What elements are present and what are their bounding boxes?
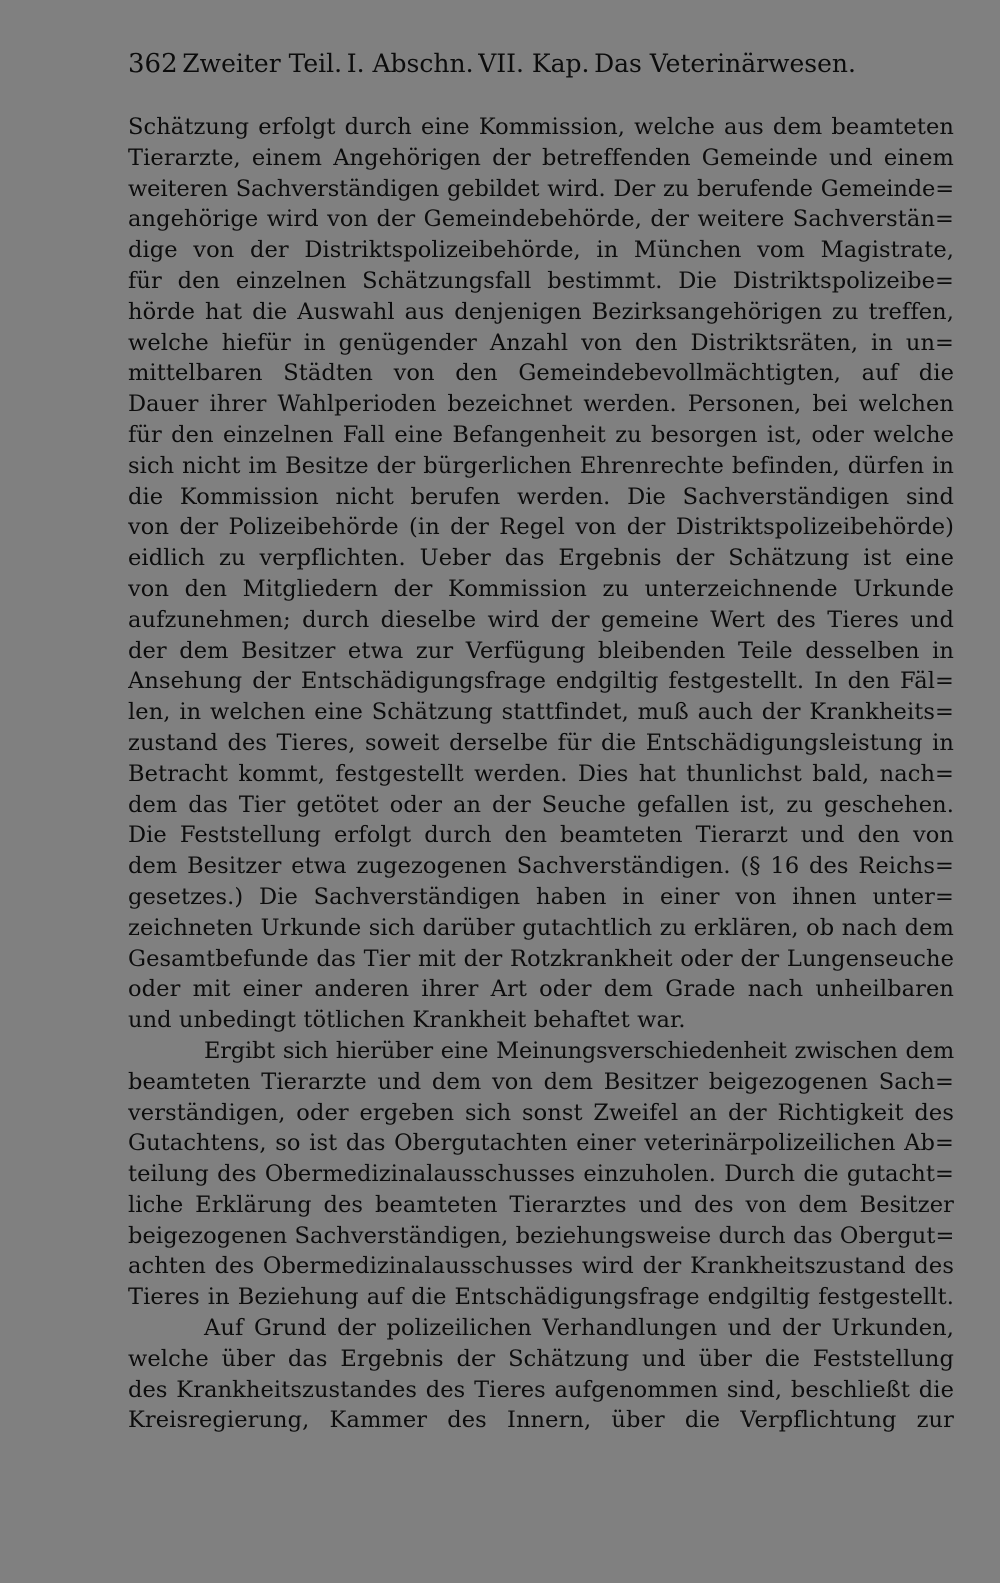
text-line: zustand des Tieres, soweit derselbe für die Entschädigungsleistung in xyxy=(128,729,954,756)
running-head xyxy=(128,44,856,84)
text-line: achten des Obermedizinalausschusses wird der Krankheitszustand des xyxy=(128,1253,954,1280)
header-section: I. Abschn. xyxy=(346,49,474,78)
text-line: mittelbaren Städten von den Gemeindebevollmächtigten, auf die xyxy=(128,360,954,387)
text-line: Auf Grund der polizeilichen Verhandlungen und der Urkunden, xyxy=(204,1315,954,1342)
text-line: Kreisregierung, Kammer des Innern, über die Verpflichtung zur xyxy=(128,1407,954,1434)
text-line: Ansehung der Entschädigungsfrage endgiltig festgestellt. In den Fäl= xyxy=(128,668,954,695)
text-line: aufzunehmen; durch dieselbe wird der gemeine Wert des Tieres und xyxy=(128,606,954,633)
text-line: Betracht kommt, festgestellt werden. Dies hat thunlichst bald, nach= xyxy=(128,760,954,787)
text-line: und unbedingt tötlichen Krankheit behaftet war. xyxy=(128,1007,686,1034)
text-line: angehörige wird von der Gemeindebehörde, der weitere Sachverstän= xyxy=(128,206,954,233)
text-line: welche hiefür in genügender Anzahl von den Distriktsräten, in un= xyxy=(128,329,954,356)
text-line: Dauer ihrer Wahlperioden bezeichnet werden. Personen, bei welchen xyxy=(128,391,954,418)
text-line: weiteren Sachverständigen gebildet wird. Der zu berufende Gemeinde= xyxy=(128,175,954,202)
text-line: liche Erklärung des beamteten Tierarztes und des von dem Besitzer xyxy=(128,1191,954,1218)
text-line: beigezogenen Sachverständigen, beziehungsweise durch das Obergut= xyxy=(128,1222,954,1249)
text-line: oder mit einer anderen ihrer Art oder dem Grade nach unheilbaren xyxy=(128,976,954,1003)
text-line: dem das Tier getötet oder an der Seuche gefallen ist, zu geschehen. xyxy=(128,791,954,818)
header-chapter: VII. Kap. xyxy=(478,49,590,78)
text-line: teilung des Obermedizinalausschusses einzuholen. Durch die gutacht= xyxy=(128,1161,954,1188)
text-line: Tieres in Beziehung auf die Entschädigungsfrage endgiltig festgestellt. xyxy=(128,1284,954,1311)
text-line: dige von der Distriktspolizeibehörde, in München vom Magistrate, xyxy=(128,237,954,264)
text-line: Die Feststellung erfolgt durch den beamteten Tierarzt und den von xyxy=(128,822,954,849)
text-line: hörde hat die Auswahl aus denjenigen Bezirksangehörigen zu treffen, xyxy=(128,298,954,325)
text-line: dem Besitzer etwa zugezogenen Sachverständigen. (§ 16 des Reichs= xyxy=(128,853,954,880)
text-line: welche über das Ergebnis der Schätzung und über die Feststellung xyxy=(128,1345,954,1372)
text-line: Gutachtens, so ist das Obergutachten einer veterinärpolizeilichen Ab= xyxy=(128,1130,954,1157)
header-part: Zweiter Teil. xyxy=(182,49,343,78)
text-line: beamteten Tierarzte und dem von dem Besitzer beigezogenen Sach= xyxy=(128,1068,954,1095)
text-line: des Krankheitszustandes des Tieres aufgenommen sind, beschließt die xyxy=(128,1376,954,1403)
text-line: für den einzelnen Schätzungsfall bestimmt. Die Distriktspolizeibe= xyxy=(128,267,954,294)
text-line: von den Mitgliedern der Kommission zu unterzeichnende Urkunde xyxy=(128,575,954,602)
text-line: eidlich zu verpflichten. Ueber das Ergebnis der Schätzung ist eine xyxy=(128,545,954,572)
text-line: Tierarzte, einem Angehörigen der betreffenden Gemeinde und einem xyxy=(128,144,954,171)
text-line: len, in welchen eine Schätzung stattfindet, muß auch der Krankheits= xyxy=(128,699,954,726)
text-line: Schätzung erfolgt durch eine Kommission, welche aus dem beamteten xyxy=(128,114,954,140)
text-line: Gesamtbefunde das Tier mit der Rotzkrankheit oder der Lungenseuche xyxy=(128,945,954,972)
text-line: für den einzelnen Fall eine Befangenheit zu besorgen ist, oder welche xyxy=(128,421,954,448)
text-line: sich nicht im Besitze der bürgerlichen Ehrenrechte befinden, dürfen in xyxy=(128,452,954,479)
text-line: zeichneten Urkunde sich darüber gutachtlich zu erklären, ob nach dem xyxy=(128,914,954,941)
text-line: verständigen, oder ergeben sich sonst Zweifel an der Richtigkeit des xyxy=(128,1099,954,1126)
text-line: gesetzes.) Die Sachverständigen haben in einer von ihnen unter= xyxy=(128,883,954,910)
text-line: von der Polizeibehörde (in der Regel von der Distriktspolizeibehörde) xyxy=(128,514,954,541)
body-text xyxy=(128,112,954,1436)
text-line: Ergibt sich hierüber eine Meinungsverschiedenheit zwischen dem xyxy=(204,1037,954,1064)
header-topic: Das Veterinärwesen. xyxy=(594,49,856,78)
page-number: 362 xyxy=(128,49,178,79)
text-line: der dem Besitzer etwa zur Verfügung bleibenden Teile desselben in xyxy=(128,637,954,664)
text-line: die Kommission nicht berufen werden. Die Sachverständigen sind xyxy=(128,483,954,510)
